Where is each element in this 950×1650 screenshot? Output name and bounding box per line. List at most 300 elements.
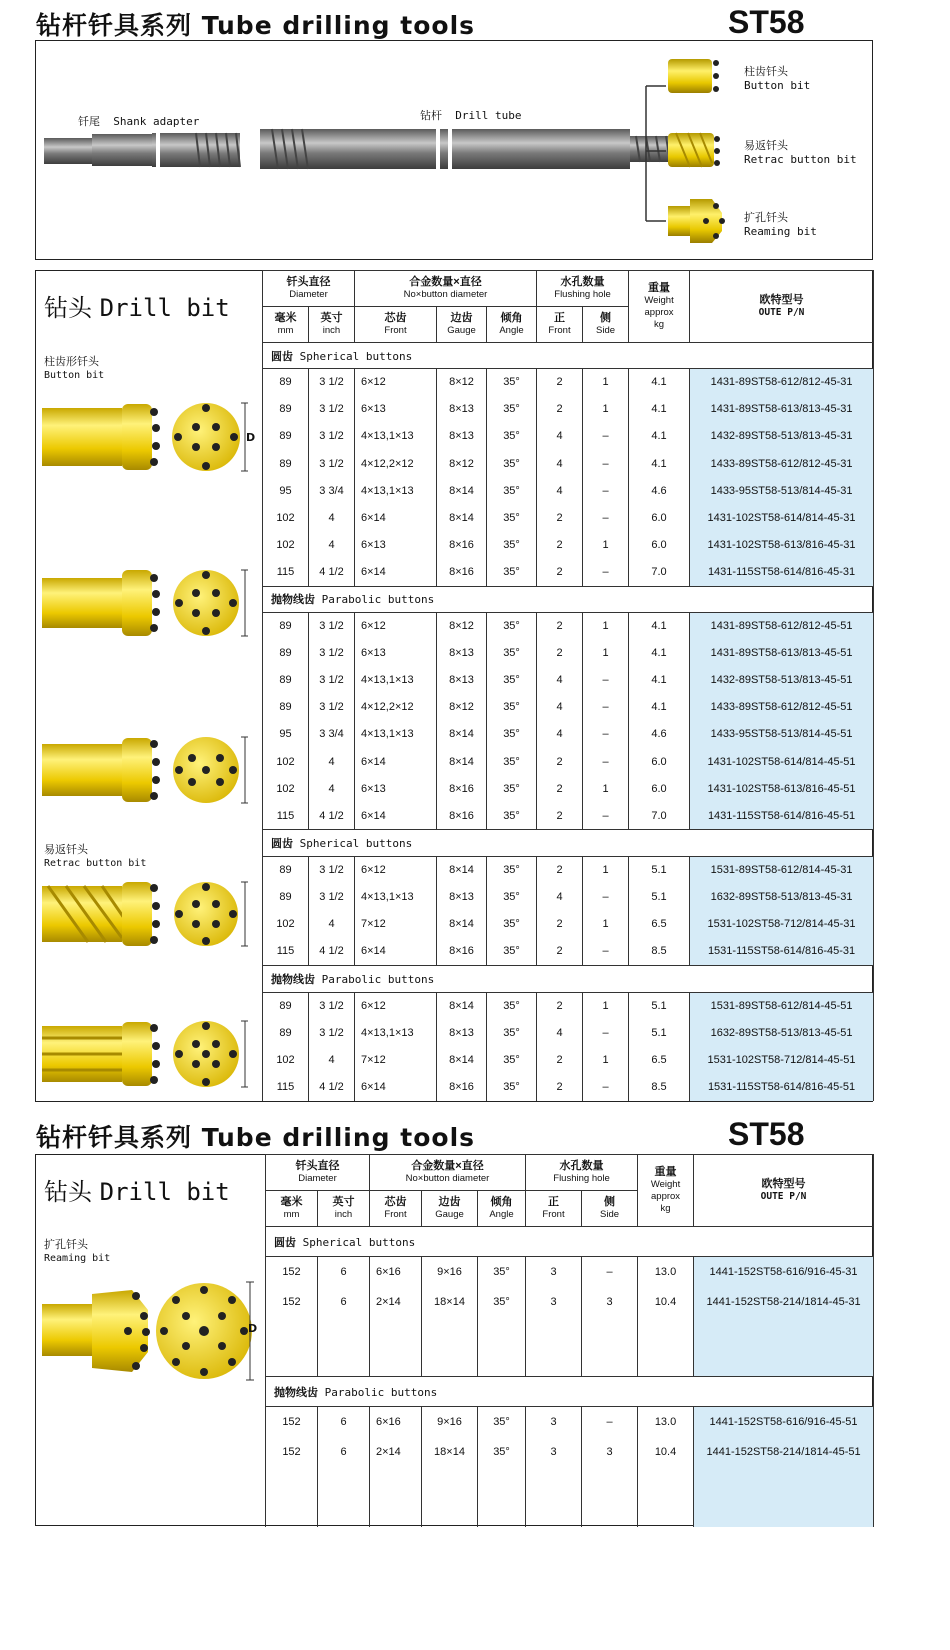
cell-front: 6×14 <box>355 559 437 586</box>
cell-gauge: 8×12 <box>437 450 487 477</box>
empty-cell <box>266 1317 318 1377</box>
section-label-cn: 抛物线齿 <box>271 973 315 986</box>
cell-flush-side: 1 <box>583 1047 629 1074</box>
table-row <box>263 884 874 911</box>
cell-part-number: 1531-89ST58-612/814-45-31 <box>690 857 874 884</box>
cell-inch: 4 1/2 <box>309 938 355 965</box>
p2-col-flushing: 水孔数量 Flushing hole <box>526 1155 638 1191</box>
cell-flush-side: – <box>583 666 629 693</box>
empty-cell <box>318 1467 370 1527</box>
table-row <box>266 1257 874 1287</box>
cell-angle: 35° <box>487 1019 537 1046</box>
cell-mm: 102 <box>263 911 309 938</box>
cell-flush-side: – <box>583 450 629 477</box>
cell-front: 6×13 <box>355 775 437 802</box>
section-label-en: Parabolic buttons <box>315 593 435 606</box>
cell-weight: 8.5 <box>629 1074 690 1101</box>
empty-cell <box>526 1317 582 1377</box>
page2-model-label: ST58 <box>728 1116 805 1152</box>
cell-weight: 6.0 <box>629 748 690 775</box>
p2-col-mm: 毫米 mm <box>266 1191 318 1227</box>
cell-inch: 4 <box>309 911 355 938</box>
empty-cell <box>266 1467 318 1527</box>
cell-flush-side: – <box>583 721 629 748</box>
col-inch: 英寸 inch <box>309 307 355 343</box>
cell-front: 6×14 <box>355 504 437 531</box>
cell-flush-side: – <box>583 504 629 531</box>
cell-flush-side: – <box>583 938 629 965</box>
empty-cell <box>582 1467 638 1527</box>
tool-diagram <box>35 40 873 260</box>
cell-flush-side: – <box>583 802 629 829</box>
page-title: 钻杆钎具系列 Tube drilling tools <box>36 11 476 40</box>
cell-front: 7×12 <box>355 911 437 938</box>
cell-weight: 10.4 <box>638 1437 694 1467</box>
reaming-bit-image <box>668 199 725 243</box>
cell-mm: 89 <box>263 612 309 639</box>
cell-flush-side: 1 <box>583 775 629 802</box>
cell-gauge: 8×12 <box>437 612 487 639</box>
spherical-button-bit-image <box>42 403 248 471</box>
cell-flush-side: 3 <box>582 1437 638 1467</box>
cell-part-number: 1431-115ST58-614/816-45-31 <box>690 559 874 586</box>
cell-gauge: 8×14 <box>437 477 487 504</box>
cell-flush-side: – <box>582 1407 638 1437</box>
page2-dimension-label: D <box>248 1322 258 1335</box>
cell-front: 6×16 <box>370 1257 422 1287</box>
cell-mm: 89 <box>263 639 309 666</box>
cell-weight: 6.5 <box>629 911 690 938</box>
cell-weight: 5.1 <box>629 857 690 884</box>
cell-inch: 3 1/2 <box>309 884 355 911</box>
cell-inch: 3 1/2 <box>309 992 355 1019</box>
cell-flush-side: – <box>583 477 629 504</box>
retrac-bit-image <box>668 133 720 167</box>
col-part-number: 欧特型号 OUTE P/N <box>690 271 874 343</box>
cell-mm: 102 <box>263 1047 309 1074</box>
empty-cell <box>694 1317 874 1377</box>
section-label <box>263 343 874 369</box>
table-row <box>263 694 874 721</box>
cell-flush-front: 2 <box>537 938 583 965</box>
cell-inch: 4 1/2 <box>309 802 355 829</box>
cell-part-number: 1431-102ST58-613/816-45-31 <box>690 532 874 559</box>
cell-flush-front: 2 <box>537 857 583 884</box>
cell-flush-front: 2 <box>537 639 583 666</box>
cell-front: 4×13,1×13 <box>355 721 437 748</box>
empty-cell <box>422 1317 478 1377</box>
p2-col-front: 芯齿 Front <box>370 1191 422 1227</box>
cell-inch: 3 1/2 <box>309 857 355 884</box>
cell-part-number: 1432-89ST58-513/813-45-51 <box>690 666 874 693</box>
cell-angle: 35° <box>478 1257 526 1287</box>
cell-angle: 35° <box>487 612 537 639</box>
cell-inch: 3 1/2 <box>309 1019 355 1046</box>
retrac-bit-group-label: 易返钎头 Retrac button bit <box>44 843 147 869</box>
cell-part-number: 1431-102ST58-614/814-45-51 <box>690 748 874 775</box>
cell-weight: 13.0 <box>638 1257 694 1287</box>
cell-front: 4×13,1×13 <box>355 423 437 450</box>
cell-gauge: 8×14 <box>437 992 487 1019</box>
shank-label: 钎尾 Shank adapter <box>78 115 200 128</box>
cell-inch: 3 1/2 <box>309 612 355 639</box>
col-mm: 毫米 mm <box>263 307 309 343</box>
cell-angle: 35° <box>487 884 537 911</box>
cell-flush-side: 1 <box>583 911 629 938</box>
cell-angle: 35° <box>487 559 537 586</box>
cell-front: 6×13 <box>355 639 437 666</box>
section-label-cn: 圆齿 <box>271 838 293 850</box>
cell-gauge: 8×16 <box>437 559 487 586</box>
cell-front: 6×12 <box>355 857 437 884</box>
cell-flush-front: 4 <box>537 694 583 721</box>
cell-part-number: 1441-152ST58-616/916-45-31 <box>694 1257 874 1287</box>
cell-weight: 4.1 <box>629 666 690 693</box>
cell-inch: 6 <box>318 1257 370 1287</box>
table-row <box>263 423 874 450</box>
cell-mm: 89 <box>263 396 309 423</box>
cell-angle: 35° <box>478 1287 526 1317</box>
cell-gauge: 8×14 <box>437 721 487 748</box>
parabolic-button-bit-alt-image <box>42 737 248 803</box>
cell-weight: 4.6 <box>629 721 690 748</box>
cell-weight: 7.0 <box>629 802 690 829</box>
reaming-bit-group-label: 扩孔钎头 Reaming bit <box>44 1238 111 1264</box>
cell-gauge: 8×12 <box>437 369 487 396</box>
model-label: ST58 <box>728 4 805 40</box>
cell-mm: 89 <box>263 694 309 721</box>
cell-mm: 89 <box>263 450 309 477</box>
table-row <box>263 639 874 666</box>
cell-part-number: 1431-102ST58-614/814-45-31 <box>690 504 874 531</box>
section-label-en: Spherical buttons <box>293 349 413 363</box>
cell-flush-front: 4 <box>537 666 583 693</box>
cell-angle: 35° <box>487 504 537 531</box>
section-label-cn: 圆齿 <box>271 350 293 363</box>
cell-weight: 4.6 <box>629 477 690 504</box>
empty-cell <box>370 1317 422 1377</box>
spacer-row <box>266 1317 874 1377</box>
section-row <box>263 343 874 369</box>
empty-cell <box>638 1317 694 1377</box>
cell-flush-front: 4 <box>537 423 583 450</box>
p2-col-flush-side: 侧 Side <box>582 1191 638 1227</box>
cell-gauge: 8×12 <box>437 694 487 721</box>
table-row <box>263 369 874 396</box>
cell-gauge: 8×13 <box>437 423 487 450</box>
cell-mm: 95 <box>263 477 309 504</box>
cell-part-number: 1531-102ST58-712/814-45-51 <box>690 1047 874 1074</box>
cell-mm: 89 <box>263 423 309 450</box>
cell-flush-front: 2 <box>537 559 583 586</box>
cell-angle: 35° <box>487 423 537 450</box>
cell-mm: 89 <box>263 369 309 396</box>
p2-col-buttons: 合金数量×直径 No×button diameter <box>370 1155 526 1191</box>
section-label <box>266 1227 874 1257</box>
cell-flush-side: 1 <box>583 612 629 639</box>
cell-gauge: 8×14 <box>437 911 487 938</box>
cell-mm: 95 <box>263 721 309 748</box>
cell-gauge: 8×16 <box>437 775 487 802</box>
p2-col-flush-front: 正 Front <box>526 1191 582 1227</box>
cell-part-number: 1433-89ST58-612/812-45-31 <box>690 450 874 477</box>
cell-part-number: 1431-115ST58-614/816-45-51 <box>690 802 874 829</box>
cell-flush-side: – <box>583 748 629 775</box>
cell-angle: 35° <box>487 802 537 829</box>
cell-angle: 35° <box>487 775 537 802</box>
cell-flush-front: 2 <box>537 1074 583 1101</box>
cell-mm: 152 <box>266 1257 318 1287</box>
cell-mm: 102 <box>263 532 309 559</box>
cell-flush-front: 4 <box>537 450 583 477</box>
cell-angle: 35° <box>487 694 537 721</box>
cell-flush-side: 1 <box>583 532 629 559</box>
cell-flush-side: 1 <box>583 857 629 884</box>
cell-weight: 5.1 <box>629 992 690 1019</box>
cell-angle: 35° <box>487 1047 537 1074</box>
cell-part-number: 1432-89ST58-513/813-45-31 <box>690 423 874 450</box>
cell-part-number: 1431-89ST58-613/813-45-31 <box>690 396 874 423</box>
cell-mm: 89 <box>263 666 309 693</box>
cell-part-number: 1632-89ST58-513/813-45-51 <box>690 1019 874 1046</box>
table-row <box>263 559 874 586</box>
cell-front: 6×14 <box>355 748 437 775</box>
cell-angle: 35° <box>487 396 537 423</box>
cell-gauge: 8×13 <box>437 639 487 666</box>
cell-mm: 102 <box>263 748 309 775</box>
section-label <box>263 586 874 612</box>
cell-part-number: 1431-102ST58-613/816-45-51 <box>690 775 874 802</box>
cell-flush-front: 2 <box>537 612 583 639</box>
cell-flush-side: 1 <box>583 369 629 396</box>
button-bit-label: 柱齿钎头 Button bit <box>744 65 811 92</box>
p2-col-gauge: 边齿 Gauge <box>422 1191 478 1227</box>
cell-mm: 115 <box>263 1074 309 1101</box>
table-row <box>263 911 874 938</box>
cell-inch: 3 3/4 <box>309 477 355 504</box>
cell-flush-side: 1 <box>583 639 629 666</box>
cell-gauge: 8×16 <box>437 1074 487 1101</box>
cell-gauge: 18×14 <box>422 1437 478 1467</box>
cell-front: 2×14 <box>370 1437 422 1467</box>
table-row <box>263 938 874 965</box>
drill-bit-spec-table <box>262 270 874 1101</box>
table-row <box>263 1047 874 1074</box>
cell-mm: 102 <box>263 504 309 531</box>
cell-angle: 35° <box>478 1437 526 1467</box>
cell-part-number: 1531-89ST58-612/814-45-51 <box>690 992 874 1019</box>
cell-flush-front: 4 <box>537 884 583 911</box>
cell-angle: 35° <box>487 450 537 477</box>
cell-front: 6×12 <box>355 612 437 639</box>
cell-gauge: 9×16 <box>422 1407 478 1437</box>
cell-flush-side: – <box>583 1019 629 1046</box>
empty-cell <box>422 1467 478 1527</box>
cell-part-number: 1433-95ST58-513/814-45-31 <box>690 477 874 504</box>
section-label-en: Parabolic buttons <box>318 1385 438 1399</box>
col-front: 芯齿 Front <box>355 307 437 343</box>
section-row <box>263 965 874 992</box>
col-flush-side: 侧 Side <box>583 307 629 343</box>
cell-part-number: 1531-115ST58-614/816-45-31 <box>690 938 874 965</box>
cell-part-number: 1431-89ST58-612/812-45-31 <box>690 369 874 396</box>
cell-inch: 4 <box>309 1047 355 1074</box>
cell-inch: 4 <box>309 532 355 559</box>
table-row <box>263 748 874 775</box>
cell-gauge: 8×13 <box>437 396 487 423</box>
section-row <box>266 1377 874 1407</box>
cell-inch: 3 1/2 <box>309 694 355 721</box>
cell-weight: 6.0 <box>629 532 690 559</box>
cell-front: 6×16 <box>370 1407 422 1437</box>
cell-inch: 4 <box>309 775 355 802</box>
reaming-bit-table-image <box>36 1276 261 1386</box>
table-row <box>263 477 874 504</box>
col-flushing: 水孔数量 Flushing hole <box>537 271 629 307</box>
section-label-en: Parabolic buttons <box>315 972 435 986</box>
p2-col-diameter: 钎头直径 Diameter <box>266 1155 370 1191</box>
cell-flush-side: – <box>583 559 629 586</box>
cell-weight: 6.0 <box>629 504 690 531</box>
table-row <box>263 504 874 531</box>
cell-inch: 3 1/2 <box>309 423 355 450</box>
section-label <box>263 965 874 992</box>
cell-mm: 152 <box>266 1407 318 1437</box>
cell-gauge: 9×16 <box>422 1257 478 1287</box>
table-row <box>263 1074 874 1101</box>
cell-gauge: 8×14 <box>437 748 487 775</box>
cell-front: 6×14 <box>355 938 437 965</box>
cell-inch: 3 1/2 <box>309 396 355 423</box>
retrac-spherical-bit-image <box>42 882 248 946</box>
col-diameter: 钎头直径 Diameter <box>263 271 355 307</box>
table-row <box>263 992 874 1019</box>
table-row <box>263 612 874 639</box>
section-label-cn: 抛物线齿 <box>271 594 315 606</box>
cell-inch: 3 1/2 <box>309 666 355 693</box>
cell-flush-front: 3 <box>526 1437 582 1467</box>
cell-inch: 6 <box>318 1407 370 1437</box>
page2-title: 钻杆钎具系列 Tube drilling tools <box>36 1123 476 1152</box>
cell-flush-front: 4 <box>537 477 583 504</box>
cell-front: 4×13,1×13 <box>355 1019 437 1046</box>
cell-front: 7×12 <box>355 1047 437 1074</box>
cell-inch: 3 1/2 <box>309 369 355 396</box>
cell-flush-front: 2 <box>537 802 583 829</box>
cell-angle: 35° <box>487 369 537 396</box>
cell-angle: 35° <box>487 992 537 1019</box>
cell-weight: 4.1 <box>629 694 690 721</box>
cell-weight: 4.1 <box>629 612 690 639</box>
table-row <box>263 1019 874 1046</box>
section-label-cn: 圆齿 <box>274 1236 296 1249</box>
table-row <box>263 666 874 693</box>
cell-mm: 89 <box>263 1019 309 1046</box>
cell-weight: 4.1 <box>629 450 690 477</box>
cell-mm: 89 <box>263 884 309 911</box>
cell-angle: 35° <box>487 721 537 748</box>
p2-col-weight: 重量 Weight approx kg <box>638 1155 694 1227</box>
cell-weight: 4.1 <box>629 369 690 396</box>
cell-front: 6×12 <box>355 369 437 396</box>
cell-part-number: 1441-152ST58-214/1814-45-31 <box>694 1287 874 1317</box>
cell-gauge: 8×14 <box>437 504 487 531</box>
cell-flush-side: – <box>583 884 629 911</box>
cell-mm: 102 <box>263 775 309 802</box>
cell-mm: 89 <box>263 857 309 884</box>
button-bit-group-label: 柱齿形钎头 Button bit <box>44 355 105 381</box>
cell-flush-front: 2 <box>537 775 583 802</box>
cell-part-number: 1632-89ST58-513/813-45-31 <box>690 884 874 911</box>
cell-angle: 35° <box>487 748 537 775</box>
tube-label: 钻杆 Drill tube <box>420 109 522 122</box>
cell-inch: 3 1/2 <box>309 639 355 666</box>
cell-flush-side: 1 <box>583 396 629 423</box>
p2-col-angle: 倾角 Angle <box>478 1191 526 1227</box>
section-label-en: Spherical buttons <box>293 837 413 850</box>
cell-flush-front: 2 <box>537 748 583 775</box>
table-row <box>266 1407 874 1437</box>
cell-flush-front: 2 <box>537 911 583 938</box>
cell-part-number: 1433-95ST58-513/814-45-51 <box>690 721 874 748</box>
cell-mm: 115 <box>263 559 309 586</box>
button-bit-image <box>668 59 719 93</box>
cell-inch: 3 3/4 <box>309 721 355 748</box>
empty-cell <box>478 1467 526 1527</box>
empty-cell <box>526 1467 582 1527</box>
cell-inch: 4 1/2 <box>309 559 355 586</box>
cell-flush-front: 2 <box>537 369 583 396</box>
cell-weight: 4.1 <box>629 639 690 666</box>
cell-inch: 6 <box>318 1437 370 1467</box>
cell-angle: 35° <box>487 666 537 693</box>
cell-flush-front: 3 <box>526 1257 582 1287</box>
table-row <box>266 1437 874 1467</box>
section-row <box>263 586 874 612</box>
cell-inch: 4 <box>309 748 355 775</box>
cell-front: 6×12 <box>355 992 437 1019</box>
cell-flush-side: – <box>583 423 629 450</box>
cell-angle: 35° <box>487 911 537 938</box>
cell-weight: 6.5 <box>629 1047 690 1074</box>
empty-cell <box>582 1317 638 1377</box>
col-angle: 倾角 Angle <box>487 307 537 343</box>
cell-flush-front: 2 <box>537 992 583 1019</box>
cell-angle: 35° <box>487 1074 537 1101</box>
cell-front: 6×13 <box>355 532 437 559</box>
page2-drill-bit-label: 钻头 Drill bit <box>44 1178 230 1206</box>
cell-angle: 35° <box>487 857 537 884</box>
cell-front: 4×13,1×13 <box>355 884 437 911</box>
cell-weight: 10.4 <box>638 1287 694 1317</box>
cell-mm: 115 <box>263 802 309 829</box>
cell-mm: 152 <box>266 1287 318 1317</box>
cell-weight: 5.1 <box>629 1019 690 1046</box>
cell-mm: 152 <box>266 1437 318 1467</box>
cell-inch: 6 <box>318 1287 370 1317</box>
p2-col-inch: 英寸 inch <box>318 1191 370 1227</box>
table-row <box>263 450 874 477</box>
table-row <box>263 857 874 884</box>
empty-cell <box>318 1317 370 1377</box>
cell-weight: 5.1 <box>629 884 690 911</box>
cell-gauge: 8×16 <box>437 802 487 829</box>
cell-flush-front: 2 <box>537 504 583 531</box>
cell-weight: 6.0 <box>629 775 690 802</box>
cell-flush-front: 2 <box>537 396 583 423</box>
cell-flush-front: 3 <box>526 1407 582 1437</box>
cell-part-number: 1441-152ST58-214/1814-45-51 <box>694 1437 874 1467</box>
